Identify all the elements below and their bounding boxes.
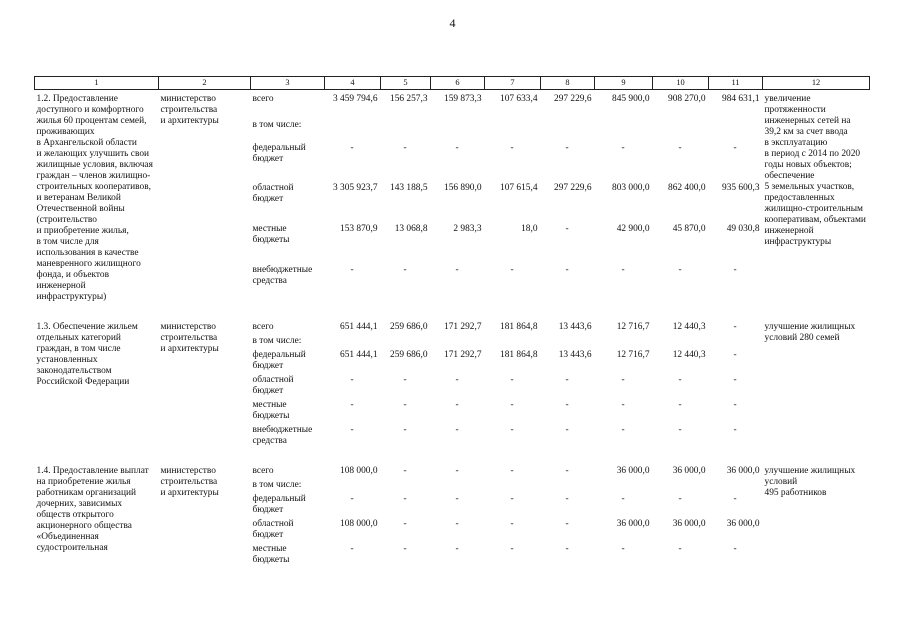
funding-value-col-8: 13 443,6 (558, 350, 592, 360)
funding-value-col-4: - (350, 544, 354, 554)
funding-value-col-8: - (565, 519, 569, 529)
column-number-row (35, 77, 870, 90)
funding-source: федеральный бюджет (252, 350, 306, 371)
column-header-4: 4 (325, 77, 381, 90)
funding-value-col-5 (381, 336, 431, 350)
funding-value-col-9 (595, 120, 653, 143)
funding-value-col-6: - (455, 400, 459, 410)
page-number: 4 (449, 16, 456, 30)
funding-value-col-6: - (455, 425, 459, 435)
funding-source: областной бюджет (252, 375, 294, 396)
funding-value-col-10 (653, 480, 709, 494)
funding-value-col-4: 153 870,9 (340, 224, 378, 235)
funding-source: в том числе: (252, 119, 302, 130)
funding-value-col-10: - (678, 265, 682, 276)
table-row (35, 462, 870, 480)
funding-value-col-10: - (678, 544, 682, 554)
funding-value-col-5: 143 188,5 (390, 183, 428, 194)
funding-value-col-8 (541, 336, 595, 350)
funding-value-col-4: - (350, 400, 354, 410)
funding-value-col-6: - (455, 519, 459, 529)
funding-value-col-11: - (733, 400, 737, 410)
funding-value-col-4 (325, 336, 381, 350)
funding-value-col-10: 36 000,0 (672, 466, 706, 476)
funding-value-col-4: 651 444,1 (340, 322, 378, 332)
funding-value-col-7: - (510, 265, 514, 276)
funding-value-col-10: - (678, 375, 682, 385)
funding-value-col-6: - (455, 466, 459, 476)
funding-value-col-5: 259 686,0 (390, 322, 428, 332)
column-header-10: 10 (653, 77, 709, 90)
column-header-12: 12 (763, 77, 870, 90)
funding-source: внебюджетные средства (252, 425, 313, 446)
funding-value-col-7 (485, 336, 541, 350)
funding-source: местные бюджеты (252, 224, 290, 246)
funding-value-col-5: - (403, 519, 407, 529)
funding-value-col-7: 18,0 (521, 224, 538, 235)
funding-value-col-10 (653, 120, 709, 143)
table-body (35, 90, 870, 570)
funding-value-col-11: 36 000,0 (726, 466, 760, 476)
table-row (35, 318, 870, 336)
funding-value-col-10: 908 270,0 (668, 94, 706, 104)
funding-value-col-8: - (565, 142, 569, 153)
funding-value-col-9: 12 716,7 (616, 322, 650, 332)
funding-value-col-9: 12 716,7 (616, 350, 650, 360)
funding-value-col-6: - (455, 494, 459, 504)
funding-value-col-11: - (733, 544, 737, 554)
table-row (35, 90, 870, 120)
column-header-1: 1 (35, 77, 159, 90)
expected-result: улучшение жилищных условий 495 работников (764, 466, 856, 498)
funding-value-col-10: 45 870,0 (672, 224, 706, 235)
column-header-8: 8 (541, 77, 595, 90)
funding-value-col-6: 2 983,3 (453, 224, 482, 235)
funding-value-col-11: - (733, 425, 737, 435)
funding-value-col-6: - (455, 265, 459, 276)
funding-value-col-4: 3 305 923,7 (332, 183, 378, 194)
funding-value-col-6: - (455, 375, 459, 385)
funding-value-col-9: 803 000,0 (612, 183, 650, 194)
funding-source: всего (252, 94, 274, 104)
funding-value-col-9 (595, 480, 653, 494)
funding-value-col-4: 3 459 794,6 (332, 94, 378, 104)
column-header-7: 7 (485, 77, 541, 90)
funding-value-col-9: - (621, 544, 625, 554)
funding-value-col-9: - (621, 375, 625, 385)
funding-value-col-10: - (678, 142, 682, 153)
column-header-2: 2 (159, 77, 251, 90)
funding-value-col-5 (381, 480, 431, 494)
funding-value-col-10 (653, 336, 709, 350)
funding-value-col-4: - (350, 375, 354, 385)
funding-value-col-5: - (403, 425, 407, 435)
block-spacer (35, 306, 870, 318)
funding-value-col-10: 36 000,0 (672, 519, 706, 529)
funding-value-col-4: 108 000,0 (340, 466, 378, 476)
funding-value-col-11 (709, 120, 763, 143)
funding-value-col-7: - (510, 466, 514, 476)
funding-value-col-7: - (510, 494, 514, 504)
column-header-11: 11 (709, 77, 763, 90)
funding-value-col-11: - (733, 322, 737, 332)
funding-value-col-7: - (510, 519, 514, 529)
funding-value-col-4: 651 444,1 (340, 350, 378, 360)
funding-value-col-10: - (678, 425, 682, 435)
column-header-3: 3 (251, 77, 325, 90)
funding-value-col-11: - (733, 142, 737, 153)
program-table-sheet (34, 76, 869, 569)
funding-value-col-5: 156 257,3 (390, 94, 428, 104)
funding-value-col-6: - (455, 544, 459, 554)
funding-value-col-11: - (733, 350, 737, 360)
funding-value-col-11 (709, 336, 763, 350)
funding-value-col-4: 108 000,0 (340, 519, 378, 529)
funding-value-col-5: - (403, 375, 407, 385)
funding-source: областной бюджет (252, 183, 294, 205)
funding-source: в том числе: (252, 336, 302, 346)
funding-value-col-8 (541, 480, 595, 494)
column-header-6: 6 (431, 77, 485, 90)
funding-value-col-6 (431, 336, 485, 350)
funding-value-col-8: - (565, 494, 569, 504)
funding-value-col-10: - (678, 400, 682, 410)
measure-description: 1.4. Предоставление выплат на приобретение жилья работникам организаций дочерних, зависимых обществ открытого акционерного общества «Объединенная судостроительная (36, 466, 149, 553)
funding-value-col-11: - (733, 265, 737, 276)
table-header (35, 77, 870, 90)
funding-value-col-8: - (565, 425, 569, 435)
funding-value-col-11 (709, 480, 763, 494)
funding-source: в том числе: (252, 480, 302, 490)
funding-value-col-8: - (565, 375, 569, 385)
funding-value-col-7: - (510, 400, 514, 410)
funding-source: федеральный бюджет (252, 494, 306, 515)
funding-source: всего (252, 322, 274, 332)
expected-result: улучшение жилищных условий 280 семей (764, 322, 856, 343)
funding-value-col-9: - (621, 400, 625, 410)
funding-source: всего (252, 466, 274, 476)
column-header-9: 9 (595, 77, 653, 90)
funding-value-col-9: - (621, 265, 625, 276)
funding-value-col-11: 36 000,0 (726, 519, 760, 529)
funding-source: внебюджетные средства (252, 265, 313, 287)
funding-value-col-4 (325, 480, 381, 494)
funding-value-col-10: - (678, 494, 682, 504)
funding-value-col-5: - (403, 544, 407, 554)
funding-value-col-5 (381, 120, 431, 143)
funding-value-col-8: - (565, 265, 569, 276)
responsible-executor: министерство строительства и архитектуры (160, 466, 219, 498)
funding-value-col-8: 297 229,6 (554, 94, 592, 104)
funding-value-col-9: 36 000,0 (616, 519, 650, 529)
funding-value-col-4: - (350, 265, 354, 276)
funding-value-col-8: 297 229,6 (554, 183, 592, 194)
funding-value-col-10: 12 440,3 (672, 322, 706, 332)
funding-value-col-6: 159 873,3 (444, 94, 482, 104)
funding-value-col-7 (485, 120, 541, 143)
responsible-executor: министерство строительства и архитектуры (160, 94, 219, 126)
funding-value-col-8 (541, 120, 595, 143)
funding-value-col-5: - (403, 142, 407, 153)
funding-source: областной бюджет (252, 519, 294, 540)
funding-value-col-7: 181 864,8 (500, 322, 538, 332)
funding-value-col-7: 181 864,8 (500, 350, 538, 360)
funding-value-col-5: - (403, 494, 407, 504)
funding-value-col-4: - (350, 494, 354, 504)
funding-value-col-8: 13 443,6 (558, 322, 592, 332)
funding-value-col-7: - (510, 544, 514, 554)
funding-value-col-6: 171 292,7 (444, 350, 482, 360)
funding-value-col-4: - (350, 425, 354, 435)
funding-value-col-7: 107 615,4 (500, 183, 538, 194)
funding-value-col-7: - (510, 425, 514, 435)
funding-value-col-4: - (350, 142, 354, 153)
funding-source: местные бюджеты (252, 400, 290, 421)
funding-value-col-8: - (565, 400, 569, 410)
column-header-5: 5 (381, 77, 431, 90)
funding-value-col-10: 12 440,3 (672, 350, 706, 360)
funding-value-col-8: - (565, 224, 569, 235)
measure-description: 1.3. Обеспечение жильем отдельных категорий граждан, в том числе установленных законодательством Российской Федерации (36, 322, 138, 387)
funding-value-col-9 (595, 336, 653, 350)
funding-value-col-5: 13 068,8 (394, 224, 428, 235)
expected-result: увеличение протяженности инженерных сетей на 39,2 км за счет ввода в эксплуатацию в период с 2014 по 2020 годы новых объектов; обеспечение 5 земельных участков, предоставленных жилищно-строительным кооперативам, объектами инженерной инфраструктуры (764, 94, 866, 247)
funding-value-col-5: - (403, 400, 407, 410)
funding-source: местные бюджеты (252, 544, 290, 565)
funding-value-col-7: 107 633,4 (500, 94, 538, 104)
funding-value-col-11: - (733, 494, 737, 504)
funding-value-col-7 (485, 480, 541, 494)
funding-value-col-8: - (565, 544, 569, 554)
funding-value-col-9: 845 900,0 (612, 94, 650, 104)
funding-value-col-6: - (455, 142, 459, 153)
funding-value-col-11: - (733, 375, 737, 385)
funding-value-col-8: - (565, 466, 569, 476)
responsible-executor: министерство строительства и архитектуры (160, 322, 219, 354)
funding-value-col-6: 171 292,7 (444, 322, 482, 332)
funding-value-col-11: 984 631,1 (722, 94, 760, 104)
funding-source: федеральный бюджет (252, 142, 306, 164)
funding-value-col-5: - (403, 265, 407, 276)
funding-value-col-5: - (403, 466, 407, 476)
funding-value-col-9: 42 900,0 (616, 224, 650, 235)
funding-value-col-5: 259 686,0 (390, 350, 428, 360)
funding-value-col-7: - (510, 142, 514, 153)
measure-description: 1.2. Предоставление доступного и комфортного жилья 60 процентам семей, проживающих в Архангельской области и желающих улучшить свои жилищные условия, включая граждан – членов жилищно-строительных кооперативов, и ветеранам Великой Отечественной войны (строительство и приобретение жилья, в том числе для использования в качестве маневренного жилищного фонда, и объектов инженерной инфраструктуры) (36, 94, 153, 302)
funding-value-col-9: - (621, 494, 625, 504)
funding-value-col-9: 36 000,0 (616, 466, 650, 476)
funding-value-col-11: 935 600,3 (722, 183, 760, 194)
funding-value-col-6 (431, 480, 485, 494)
funding-value-col-9: - (621, 142, 625, 153)
program-funding-table (34, 76, 870, 569)
funding-value-col-4 (325, 120, 381, 143)
funding-value-col-6 (431, 120, 485, 143)
funding-value-col-11: 49 030,8 (726, 224, 760, 235)
funding-value-col-7: - (510, 375, 514, 385)
block-spacer (35, 450, 870, 462)
funding-value-col-6: 156 890,0 (444, 183, 482, 194)
funding-value-col-10: 862 400,0 (668, 183, 706, 194)
funding-value-col-9: - (621, 425, 625, 435)
